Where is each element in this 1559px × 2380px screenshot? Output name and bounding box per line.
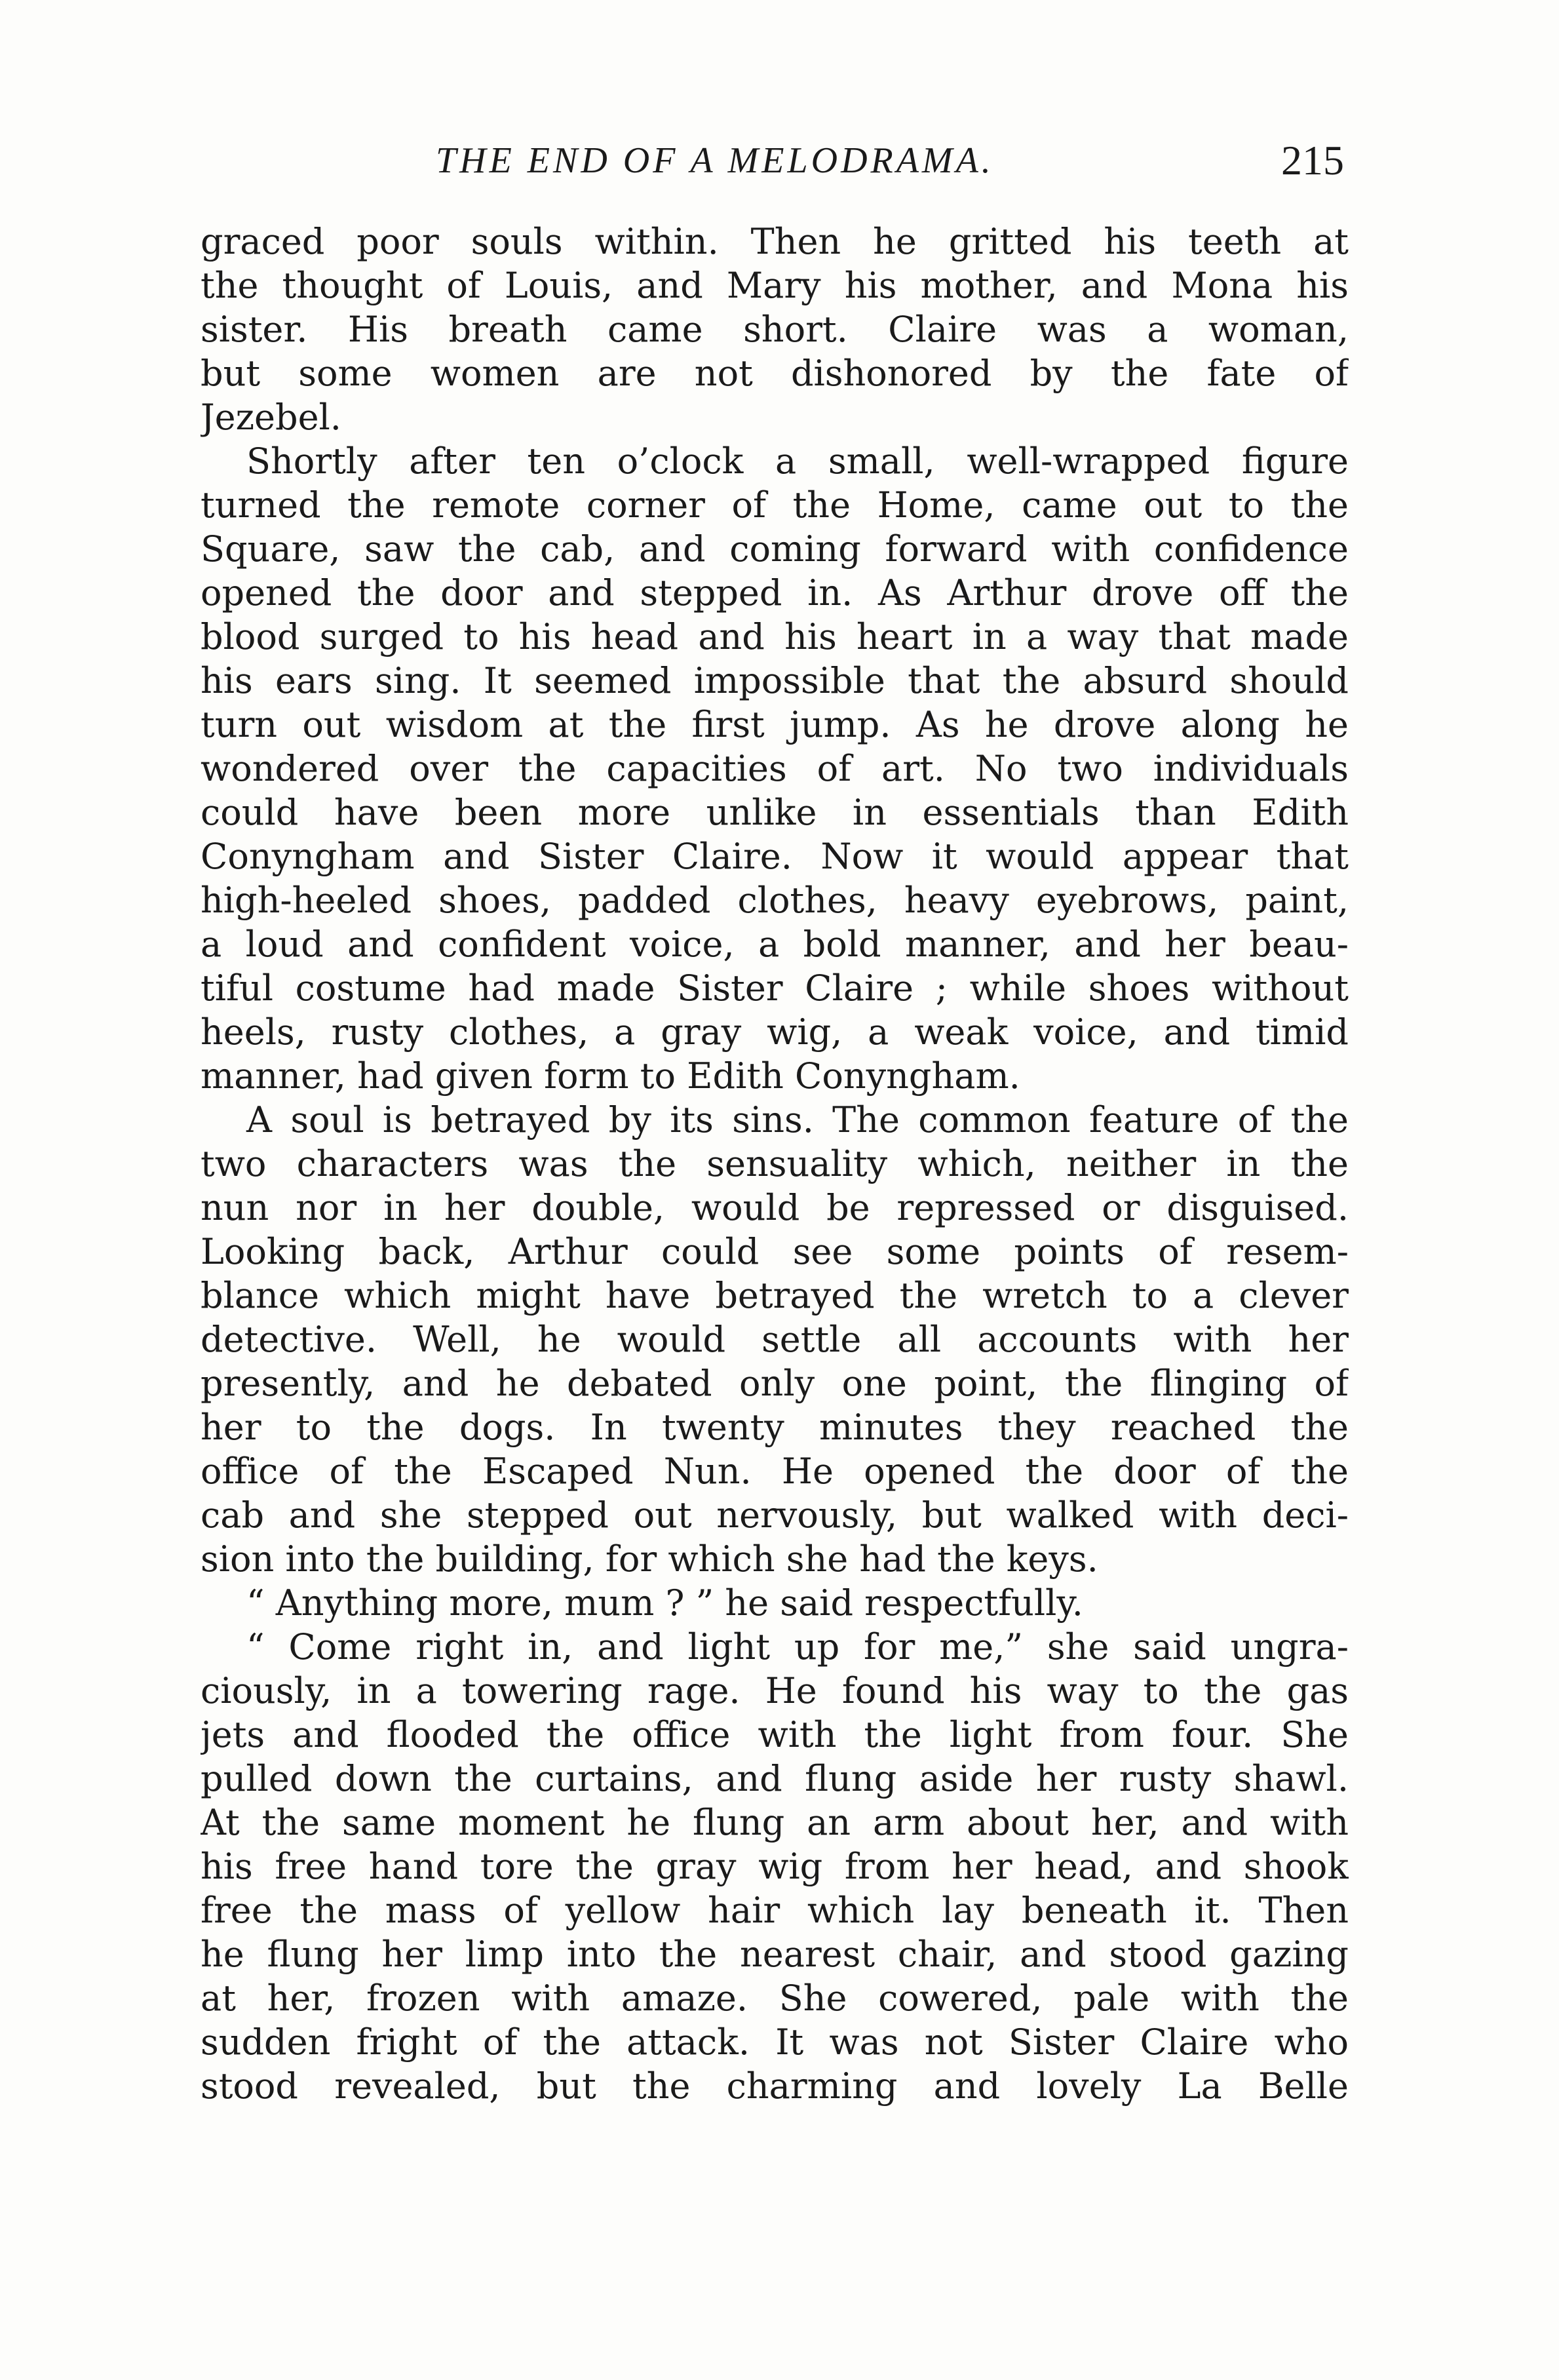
text-line: a loud and confident voice, a bold manner, and her beau-: [201, 924, 1349, 965]
text-line: “ Anything more, mum ? ” he said respectfully.: [246, 1582, 1083, 1624]
text-line: nun nor in her double, would be repressed or disguised.: [201, 1187, 1349, 1228]
text-line: her to the dogs. In twenty minutes they reached the: [201, 1407, 1349, 1448]
text-line: tiful costume had made Sister Claire ; while shoes without: [201, 967, 1349, 1009]
text-line: pulled down the curtains, and flung aside her rusty shawl.: [201, 1758, 1349, 1799]
text-line: at her, frozen with amaze. She cowered, pale with the: [201, 1978, 1349, 2019]
text-line: At the same moment he flung an arm about her, and with: [201, 1802, 1349, 1843]
text-line: two characters was the sensuality which, neither in the: [201, 1143, 1349, 1184]
text-line: Looking back, Arthur could see some points of resem-: [201, 1231, 1349, 1272]
text-line: blood surged to his head and his heart in a way that made: [201, 616, 1349, 657]
text-line: Shortly after ten o’clock a small, well-wrapped figure: [246, 440, 1349, 482]
text-line: office of the Escaped Nun. He opened the door of the: [201, 1451, 1349, 1492]
text-line: his free hand tore the gray wig from her head, and shook: [201, 1846, 1349, 1887]
text-line: sudden fright of the attack. It was not Sister Claire who: [201, 2021, 1349, 2063]
text-line: presently, and he debated only one point, the flinging of: [201, 1363, 1349, 1404]
text-line: jets and flooded the office with the light from four. She: [201, 1714, 1349, 1755]
text-line: the thought of Louis, and Mary his mother, and Mona his: [201, 265, 1349, 306]
text-line: stood revealed, but the charming and lovely La Belle: [201, 2065, 1349, 2107]
text-line: sion into the building, for which she had the keys.: [201, 1538, 1098, 1580]
text-line: sister. His breath came short. Claire was a woman,: [201, 309, 1349, 350]
text-line: his ears sing. It seemed impossible that the absurd should: [201, 660, 1349, 701]
text-line: Square, saw the cab, and coming forward with confidence: [201, 528, 1349, 570]
running-title: THE END OF A MELODRAMA.: [436, 140, 994, 181]
text-line: detective. Well, he would settle all accounts with her: [201, 1319, 1349, 1360]
page-number: 215: [1281, 137, 1344, 184]
text-line: “ Come right in, and light up for me,” she said ungra-: [246, 1626, 1349, 1668]
text-line: could have been more unlike in essentials than Edith: [201, 792, 1349, 833]
text-line: high-heeled shoes, padded clothes, heavy eyebrows, paint,: [201, 880, 1349, 921]
text-line: ciously, in a towering rage. He found his way to the gas: [201, 1670, 1349, 1711]
text-line: turned the remote corner of the Home, came out to the: [201, 484, 1349, 526]
text-line: Conyngham and Sister Claire. Now it would appear that: [201, 836, 1349, 877]
body-text: [201, 220, 1349, 2108]
text-line: free the mass of yellow hair which lay beneath it. Then: [201, 1890, 1349, 1931]
text-line: manner, had given form to Edith Conyngham.: [201, 1055, 1020, 1097]
text-line: he flung her limp into the nearest chair, and stood gazing: [201, 1934, 1349, 1975]
text-line: turn out wisdom at the first jump. As he drove along he: [201, 704, 1349, 745]
running-header: [0, 134, 1559, 187]
text-line: Jezebel.: [201, 397, 341, 438]
text-line: wondered over the capacities of art. No two individuals: [201, 748, 1349, 789]
text-line: blance which might have betrayed the wretch to a clever: [201, 1275, 1349, 1316]
text-line: cab and she stepped out nervously, but walked with deci-: [201, 1494, 1349, 1536]
text-line: opened the door and stepped in. As Arthur drove off the: [201, 572, 1349, 614]
text-line: A soul is betrayed by its sins. The common feature of the: [246, 1099, 1349, 1141]
text-line: heels, rusty clothes, a gray wig, a weak voice, and timid: [201, 1011, 1349, 1053]
text-line: but some women are not dishonored by the fate of: [201, 353, 1349, 394]
text-line: graced poor souls within. Then he gritted his teeth at: [201, 221, 1349, 262]
